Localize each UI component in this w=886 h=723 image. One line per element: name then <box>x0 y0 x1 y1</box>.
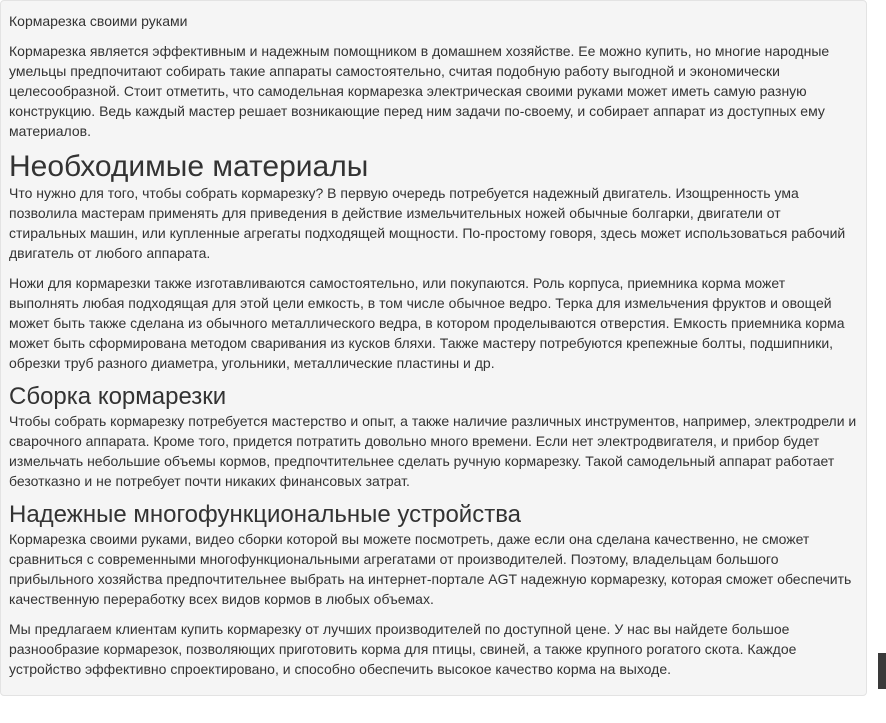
section-heading-assembly: Сборка кормарезки <box>9 383 227 410</box>
intro-paragraph: Кормарезка является эффективным и надежным помощником в домашнем хозяйстве. Ее можно купить, но многие народные умельцы предпочитают собирать такие аппараты самостоятельно, считая подобную работу выгодной и экономически целесообразной. Стоит отметить, что самодельная кормарезка электрическая своими руками может иметь самую разную конструкцию. Ведь каждый мастер решает возникающие перед ним задачи по-своему, и собирает аппарат из доступных ему материалов. <box>9 43 830 139</box>
devices-paragraph-1: Кормарезка своими руками, видео сборки которой вы можете посмотреть, даже если она сделана качественно, не сможет сравниться с современными многофункциональными агрегатами от производителей. Поэтому, владельцам большого прибыльного хозяйства предпочтительнее выбрать на интернет-портале AGT надежную кормарезку, которая сможет обеспечить качественную переработку всех видов кормов в любых объемах. <box>9 531 852 607</box>
assembly-paragraph: Чтобы собрать кормарезку потребуется мастерство и опыт, а также наличие различных инструментов, например, электродрели и сварочного аппарата. Кроме того, придется потратить довольно много времени. Если нет электродвигателя, и прибор будет измельчать небольшие объемы кормов, предпочтительнее сделать ручную кормарезку. Такой самодельный аппарат работает безотказно и не потребует почти никаких финансовых затрат. <box>9 413 857 489</box>
materials-paragraph-1: Что нужно для того, чтобы собрать кормарезку? В первую очередь потребуется надежный двигатель. Изощренность ума позволила мастерам применять для приведения в действие измельчительных ножей обычные болгарки, двигатели от стиральных машин, или купленные агрегаты подходящей мощности. По-простому говоря, здесь может использоваться рабочий двигатель от любого аппарата. <box>9 185 846 261</box>
scrollbar-thumb[interactable] <box>878 653 886 689</box>
section-heading-devices: Надежные многофункциональные устройства <box>9 501 522 528</box>
article-subtitle: Кормарезка своими руками <box>9 13 188 29</box>
materials-paragraph-2: Ножи для кормарезки также изготавливаются самостоятельно, или покупаются. Роль корпуса, приемника корма может выполнять любая подходящая для этой цели емкость, в том числе обычное ведро. Терка для измельчения фруктов и овощей может быть также сделана из обычного металлического ведра, в котором проделываются отверстия. Емкость приемника корма может быть сформирована методом сваривания из кусков бляхи. Также мастеру потребуются крепежные болты, подшипники, обрезки труб разного диаметра, угольники, металлические пластины и др. <box>9 275 845 371</box>
devices-paragraph-2: Мы предлагаем клиентам купить кормарезку от лучших производителей по доступной цене. У нас вы найдете большое разнообразие кормарезок, позволяющих приготовить корма для птицы, свиней, а также крупного рогатого скота. Каждое устройство эффективно спроектировано, и способно обеспечить высокое качество корма на выходе. <box>9 621 797 677</box>
section-heading-materials: Необходимые материалы <box>9 150 369 183</box>
